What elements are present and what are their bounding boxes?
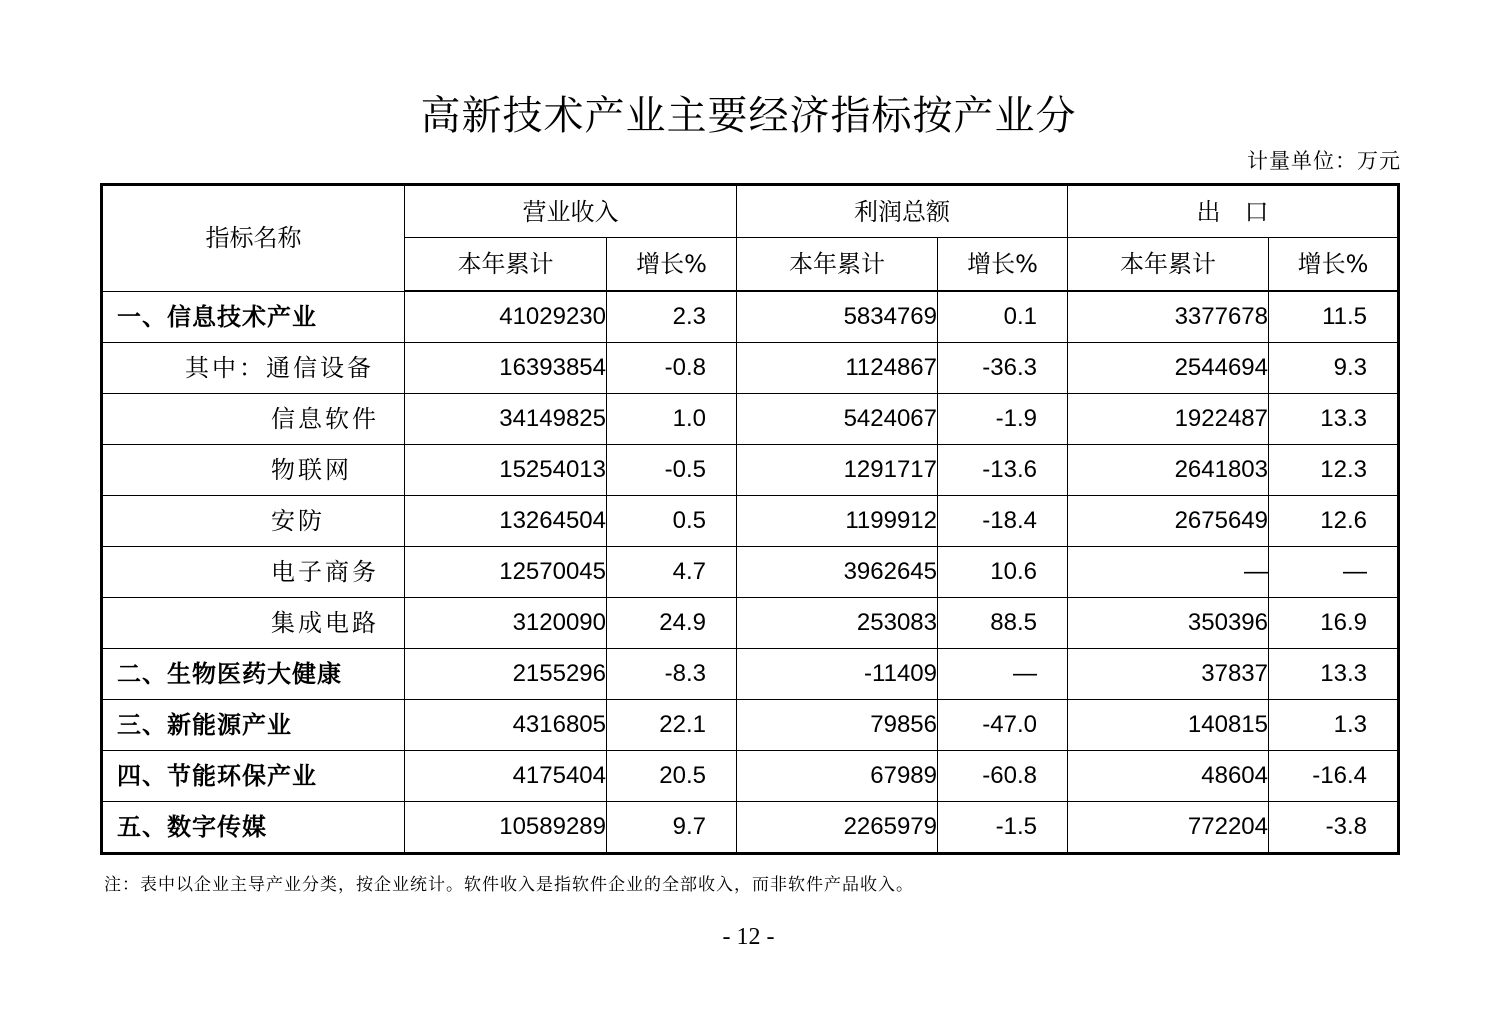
indicator-table xyxy=(100,183,1400,855)
cell-revenue-growth: 20.5 xyxy=(607,751,737,802)
cell-export-ytd: — xyxy=(1068,547,1269,598)
row-indicator-name: 信息软件 xyxy=(102,394,405,445)
page-number: - 12 - xyxy=(722,924,775,950)
row-indicator-name: 物联网 xyxy=(102,445,405,496)
cell-export-ytd: 1922487 xyxy=(1068,394,1269,445)
cell-revenue-ytd: 12570045 xyxy=(405,547,607,598)
cell-profit-ytd: 5424067 xyxy=(737,394,938,445)
cell-profit-ytd: 67989 xyxy=(737,751,938,802)
row-indicator-name: 四、节能环保产业 xyxy=(102,751,405,802)
cell-revenue-ytd: 34149825 xyxy=(405,394,607,445)
cell-revenue-growth: 24.9 xyxy=(607,598,737,649)
header-indicator-name: 指标名称 xyxy=(102,185,405,292)
cell-profit-ytd: -11409 xyxy=(737,649,938,700)
table-row xyxy=(102,496,1399,547)
cell-export-ytd: 2675649 xyxy=(1068,496,1269,547)
cell-revenue-ytd: 10589289 xyxy=(405,802,607,854)
table-note: 注：表中以企业主导产业分类，按企业统计。软件收入是指软件企业的全部收入，而非软件产品收入。 xyxy=(104,875,914,895)
cell-export-ytd: 37837 xyxy=(1068,649,1269,700)
cell-export-ytd: 3377678 xyxy=(1068,291,1269,343)
cell-profit-ytd: 253083 xyxy=(737,598,938,649)
cell-profit-growth: -1.9 xyxy=(938,394,1068,445)
cell-profit-ytd: 2265979 xyxy=(737,802,938,854)
cell-profit-ytd: 1124867 xyxy=(737,343,938,394)
row-indicator-name: 集成电路 xyxy=(102,598,405,649)
cell-export-ytd: 140815 xyxy=(1068,700,1269,751)
header-revenue-ytd: 本年累计 xyxy=(405,238,607,292)
cell-export-growth: 9.3 xyxy=(1269,343,1399,394)
row-indicator-name: 其中：通信设备 xyxy=(102,343,405,394)
cell-export-ytd: 772204 xyxy=(1068,802,1269,854)
cell-export-ytd: 2544694 xyxy=(1068,343,1269,394)
table-row xyxy=(102,751,1399,802)
cell-revenue-ytd: 3120090 xyxy=(405,598,607,649)
cell-profit-ytd: 1291717 xyxy=(737,445,938,496)
cell-revenue-ytd: 41029230 xyxy=(405,291,607,343)
cell-export-growth: 16.9 xyxy=(1269,598,1399,649)
cell-profit-growth: -36.3 xyxy=(938,343,1068,394)
cell-export-growth: 13.3 xyxy=(1269,649,1399,700)
unit-label: 计量单位：万元 xyxy=(1247,149,1401,173)
cell-export-ytd: 350396 xyxy=(1068,598,1269,649)
header-export-growth: 增长% xyxy=(1269,238,1399,292)
cell-revenue-growth: 9.7 xyxy=(607,802,737,854)
row-indicator-name: 三、新能源产业 xyxy=(102,700,405,751)
cell-profit-growth: -13.6 xyxy=(938,445,1068,496)
cell-profit-growth: -47.0 xyxy=(938,700,1068,751)
cell-profit-ytd: 3962645 xyxy=(737,547,938,598)
cell-revenue-ytd: 4175404 xyxy=(405,751,607,802)
row-indicator-name: 电子商务 xyxy=(102,547,405,598)
cell-revenue-growth: -8.3 xyxy=(607,649,737,700)
cell-export-growth: 12.6 xyxy=(1269,496,1399,547)
cell-export-growth: 13.3 xyxy=(1269,394,1399,445)
table-row xyxy=(102,343,1399,394)
header-export-ytd: 本年累计 xyxy=(1068,238,1269,292)
cell-revenue-ytd: 15254013 xyxy=(405,445,607,496)
row-indicator-name: 安防 xyxy=(102,496,405,547)
cell-profit-ytd: 5834769 xyxy=(737,291,938,343)
table-row xyxy=(102,700,1399,751)
table-row xyxy=(102,445,1399,496)
cell-revenue-ytd: 13264504 xyxy=(405,496,607,547)
cell-revenue-growth: 4.7 xyxy=(607,547,737,598)
table-row xyxy=(102,802,1399,854)
header-profit-ytd: 本年累计 xyxy=(737,238,938,292)
cell-profit-growth: 0.1 xyxy=(938,291,1068,343)
cell-revenue-growth: 2.3 xyxy=(607,291,737,343)
cell-revenue-growth: -0.5 xyxy=(607,445,737,496)
cell-export-growth: -3.8 xyxy=(1269,802,1399,854)
cell-profit-growth: -60.8 xyxy=(938,751,1068,802)
header-group-export: 出 口 xyxy=(1068,185,1399,238)
cell-profit-ytd: 1199912 xyxy=(737,496,938,547)
header-group-revenue: 营业收入 xyxy=(405,185,737,238)
cell-revenue-ytd: 2155296 xyxy=(405,649,607,700)
cell-profit-ytd: 79856 xyxy=(737,700,938,751)
cell-export-ytd: 2641803 xyxy=(1068,445,1269,496)
cell-profit-growth: 88.5 xyxy=(938,598,1068,649)
cell-export-ytd: 48604 xyxy=(1068,751,1269,802)
page-title: 高新技术产业主要经济指标按产业分 xyxy=(420,93,1077,139)
cell-revenue-growth: 22.1 xyxy=(607,700,737,751)
cell-profit-growth: -1.5 xyxy=(938,802,1068,854)
cell-revenue-ytd: 4316805 xyxy=(405,700,607,751)
cell-export-growth: 11.5 xyxy=(1269,291,1399,343)
cell-export-growth: 1.3 xyxy=(1269,700,1399,751)
cell-revenue-growth: -0.8 xyxy=(607,343,737,394)
table-row xyxy=(102,649,1399,700)
table-row xyxy=(102,291,1399,343)
row-indicator-name: 一、信息技术产业 xyxy=(102,291,405,343)
table-row xyxy=(102,394,1399,445)
row-indicator-name: 二、生物医药大健康 xyxy=(102,649,405,700)
cell-export-growth: — xyxy=(1269,547,1399,598)
table-row xyxy=(102,547,1399,598)
cell-revenue-ytd: 16393854 xyxy=(405,343,607,394)
cell-export-growth: -16.4 xyxy=(1269,751,1399,802)
cell-revenue-growth: 0.5 xyxy=(607,496,737,547)
cell-revenue-growth: 1.0 xyxy=(607,394,737,445)
header-revenue-growth: 增长% xyxy=(607,238,737,292)
header-profit-growth: 增长% xyxy=(938,238,1068,292)
row-indicator-name: 五、数字传媒 xyxy=(102,802,405,854)
cell-profit-growth: — xyxy=(938,649,1068,700)
cell-profit-growth: -18.4 xyxy=(938,496,1068,547)
cell-export-growth: 12.3 xyxy=(1269,445,1399,496)
header-group-profit: 利润总额 xyxy=(737,185,1068,238)
table-row xyxy=(102,598,1399,649)
cell-profit-growth: 10.6 xyxy=(938,547,1068,598)
